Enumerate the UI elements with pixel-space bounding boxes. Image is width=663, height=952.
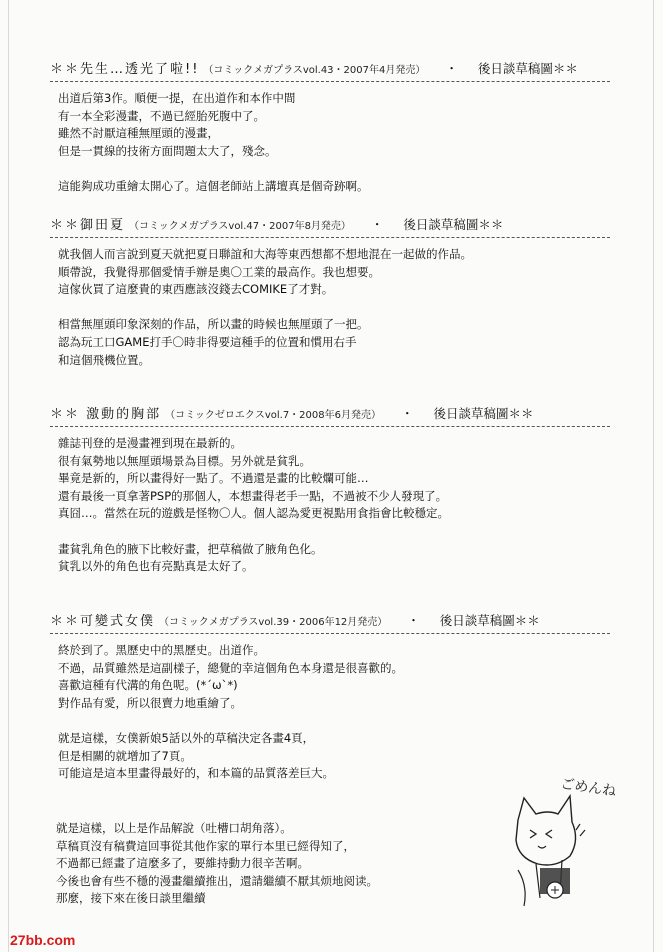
section-title: ＊＊先生…透光了啦!! xyxy=(50,62,200,77)
scan-edge-line xyxy=(8,0,9,952)
section-body: 終於到了。黑歷史中的黑歷史。出道作。 不過，品質雖然是這副樣子，總覺的幸這個角色本身還是很喜歡的。 喜歡這種有代溝的角色呢。(*´ω`*) 對作品有愛，所以很賣力地重繪了。 就是這樣，女僕新娘5話以外的草稿決定各畫4頁， 但是相關的就增加了7頁。 可能這是這本里畫得最好的，和本篇的品質落差巨大。 xyxy=(58,643,403,781)
closing-remarks: 就是這樣，以上是作品解說（吐槽口胡角落）。 草稿頁沒有稿費這回事從其他作家的單行本里已經得知了， 不過都已經畫了這麼多了，要維持動力很辛苦啊。 今後也會有些不穩的漫畫繼續推出，還請繼續不厭其烦地阅读。 那麼，接下來在後日談里繼續 xyxy=(56,821,378,906)
watermark-link[interactable]: 27bb.com xyxy=(10,932,76,948)
section-label: 後日談草稿圖＊＊ xyxy=(439,613,540,628)
section-source: （コミックメガプラスvol.39・2006年12月発売） xyxy=(159,617,388,628)
section-label: 後日談草稿圖＊＊ xyxy=(477,61,578,76)
doodle-signature: ごめんね xyxy=(559,776,618,800)
section-source: （コミックメガプラスvol.43・2007年4月発売） xyxy=(203,65,426,76)
section-header xyxy=(50,403,610,425)
section-separator: ・ xyxy=(400,406,414,421)
section-separator: ・ xyxy=(445,61,458,76)
section-header xyxy=(50,58,610,80)
dashed-divider xyxy=(50,426,610,427)
scan-edge-line xyxy=(653,0,654,952)
section-title: ＊＊ 激動的胸部 xyxy=(50,407,162,422)
section-title: ＊＊可變式女僕 xyxy=(50,614,156,629)
cat-doodle xyxy=(500,760,650,920)
section-header xyxy=(50,214,610,236)
dashed-divider xyxy=(50,633,610,634)
section-title: ＊＊御田夏 xyxy=(50,218,126,233)
section-source: （コミックゼロエクスvol.7・2008年6月発売） xyxy=(165,410,381,421)
section-separator: ・ xyxy=(407,613,420,628)
section-source: （コミックメガプラスvol.47・2007年8月発売） xyxy=(129,221,351,232)
dashed-divider xyxy=(50,237,610,238)
section-separator: ・ xyxy=(370,217,384,232)
section-body: 雜誌刊登的是漫畫裡到現在最新的。 很有氣勢地以無厘頭場景為目標。另外就是貧乳。 畢竟是新的，所以畫得好一點了。不過還是畫的比較爛可能… 還有最後一頁拿著PSP的那個人，本想畫得老手一點，不過被不少人發現了。 真囧…。當然在玩的遊戲是怪物〇人。個人認為愛更視點用食指會比較穩定。 畫貧乳角色的腋下比較好畫，把草稿做了腋角色化。 貧乳以外的角色也有亮點真是太好了。 xyxy=(58,436,449,574)
section-label: 後日談草稿圖＊＊ xyxy=(403,217,504,232)
section-header xyxy=(50,610,610,632)
section-body: 就我個人而言說到夏天就把夏日聯誼和大海等東西想都不想地混在一起做的作品。 順帶說，我覺得那個愛情手辦是奧〇工業的最高作。我也想要。 這傢伙買了這麼貴的東西應該沒錢去COMIKE了才對。 相當無厘頭印象深刻的作品，所以畫的時候也無厘頭了一把。 認為玩工口GAME打手〇時非得要這種手的位置和慣用右手 和這個飛機位置。 xyxy=(58,247,472,367)
section-body: 出道后第3作。順便一提，在出道作和本作中間 有一本全彩漫畫，不過已經胎死腹中了。 雖然不討厭這種無厘頭的漫畫， 但是一貫線的技術方面問題太大了，殘念。 這能夠成功重繪太開心了。這個老師站上講壇真是個奇跡啊。 xyxy=(58,91,369,193)
section-label: 後日談草稿圖＊＊ xyxy=(433,406,534,421)
dashed-divider xyxy=(50,81,610,82)
